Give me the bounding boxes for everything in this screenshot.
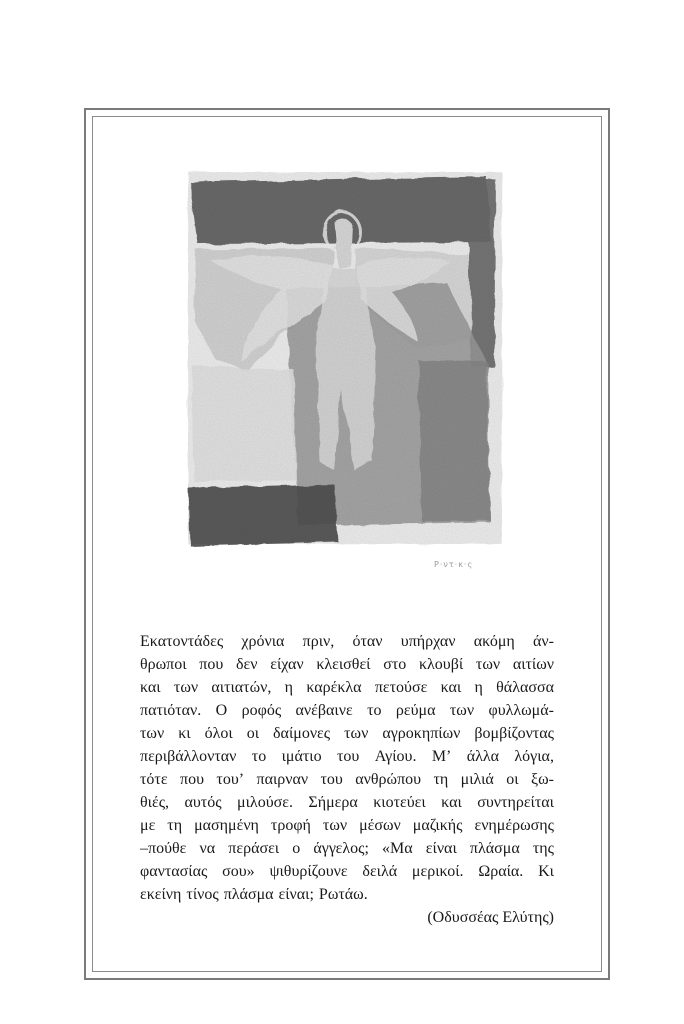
poem-line: πατιόταν. Ο ροφός ανέβαινε το ρεύμα των φυλλωμά-: [140, 702, 554, 719]
paper-grain: [188, 172, 502, 544]
poem-line: περιβάλλονταν το ιμάτιο του Αγίου. Μ’ άλλα λόγια,: [140, 748, 554, 765]
poem-line: τότε που του’ παιρναν του ανθρώπου τη μιλιά οι ξω-: [140, 771, 554, 788]
painting-signature: Ρ·ντ·κ·ς: [434, 560, 474, 569]
poem-line: θιές, αυτός μιλούσε. Σήμερα κιοτεύει και συντηρείται: [140, 794, 554, 811]
poem-line: εκείνη τίνος πλάσμα είναι; Ρωτάω.: [140, 886, 368, 903]
poem-line: των κι όλοι οι δαίμονες των αγροκηπίων βομβίζοντας: [140, 725, 554, 742]
poem-line: Εκατοντάδες χρόνια πριν, όταν υπήρχαν ακόμη άν-: [140, 633, 554, 650]
poem-line: και των αιτιατών, η καρέκλα πετούσε και η θάλασσα: [140, 679, 554, 696]
poem-line: με τη μασημένη τροφή των μέσων μαζικής ενημέρωσης: [140, 817, 554, 834]
poem-line: θρωποι που δεν είχαν κλεισθεί στο κλουβί των αιτίων: [140, 656, 554, 673]
poem-text: [140, 630, 554, 906]
poem-line: –πούθε να περάσει ο άγγελος; «Μα είναι πλάσμα της: [140, 840, 554, 857]
angel-watercolor-painting: [186, 170, 504, 550]
poem-line: φαντασίας σου» ψιθυρίζουνε δειλά μερικοί. Ωραία. Κι: [140, 863, 554, 880]
author-attribution: (Οδυσσέας Ελύτης): [427, 909, 554, 926]
